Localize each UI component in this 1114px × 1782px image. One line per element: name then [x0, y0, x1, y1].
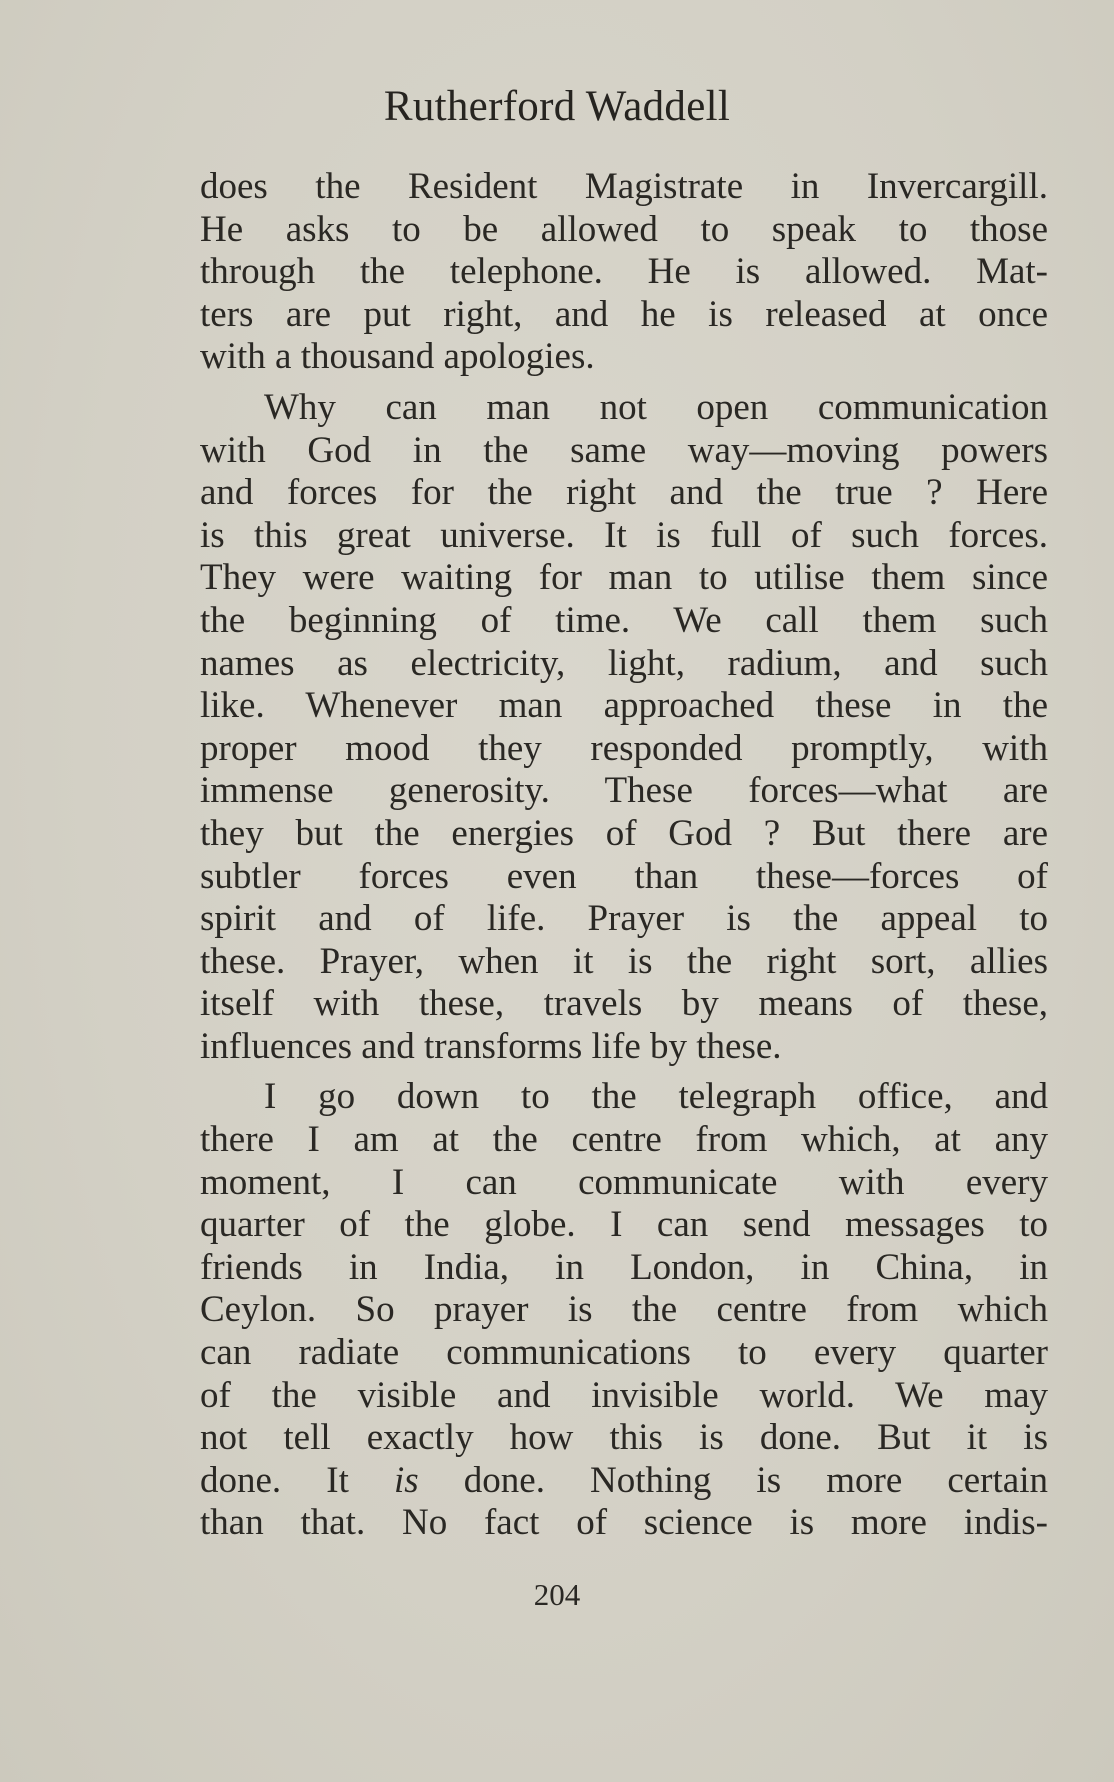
text-line: they but the energies of God ? But there are	[200, 812, 1048, 854]
page-number: 204	[533, 1577, 581, 1612]
text-line: Why can man not open communication	[264, 386, 1048, 428]
text-line: I go down to the telegraph office, and	[264, 1076, 1048, 1118]
text-line: the beginning of time. We call them such	[200, 599, 1048, 641]
text-line: of the visible and invisible world. We may	[200, 1374, 1048, 1416]
text-line: quarter of the globe. I can send messages to	[200, 1204, 1048, 1246]
text-line: Ceylon. So prayer is the centre from which	[200, 1289, 1048, 1331]
text-line: spirit and of life. Prayer is the appeal to	[200, 898, 1048, 940]
text-line: friends in India, in London, in China, in	[200, 1246, 1048, 1288]
text-line: subtler forces even than these—forces of	[200, 855, 1048, 897]
text-line: influences and transforms life by these.	[200, 1025, 782, 1067]
text-line: there I am at the centre from which, at any	[200, 1119, 1048, 1161]
text-line: is this great universe. It is full of such forces.	[200, 514, 1048, 556]
text-line: with God in the same way—moving powers	[200, 429, 1048, 471]
text-line: immense generosity. These forces—what are	[200, 770, 1048, 812]
paragraph	[200, 1076, 1048, 1545]
text-line: than that. No fact of science is more indis-	[200, 1502, 1048, 1544]
text-line: done. It is done. Nothing is more certain	[200, 1459, 1048, 1501]
text-line: like. Whenever man approached these in the	[200, 685, 1048, 727]
text-line: He asks to be allowed to speak to those	[200, 208, 1048, 250]
text-line: through the telephone. He is allowed. Mat-	[200, 251, 1048, 293]
paragraph	[200, 166, 1048, 379]
text-line: and forces for the right and the true ? Here	[200, 472, 1048, 514]
text-line: with a thousand apologies.	[200, 336, 595, 378]
text-line: ters are put right, and he is released at once	[200, 293, 1048, 335]
text-line: these. Prayer, when it is the right sort, allies	[200, 940, 1048, 982]
text-line: does the Resident Magistrate in Invercargill.	[200, 166, 1048, 207]
text-line: proper mood they responded promptly, with	[200, 727, 1048, 769]
text-line: can radiate communications to every quarter	[200, 1332, 1048, 1374]
text-line: not tell exactly how this is done. But it is	[200, 1417, 1048, 1459]
body-text	[200, 166, 1048, 1545]
paragraph	[200, 387, 1048, 1069]
running-head: Rutherford Waddell	[383, 83, 731, 130]
text-line: They were waiting for man to utilise them since	[200, 557, 1048, 599]
text-line: moment, I can communicate with every	[200, 1161, 1048, 1203]
text-line: itself with these, travels by means of these,	[200, 983, 1048, 1025]
text-line: names as electricity, light, radium, and such	[200, 642, 1048, 684]
